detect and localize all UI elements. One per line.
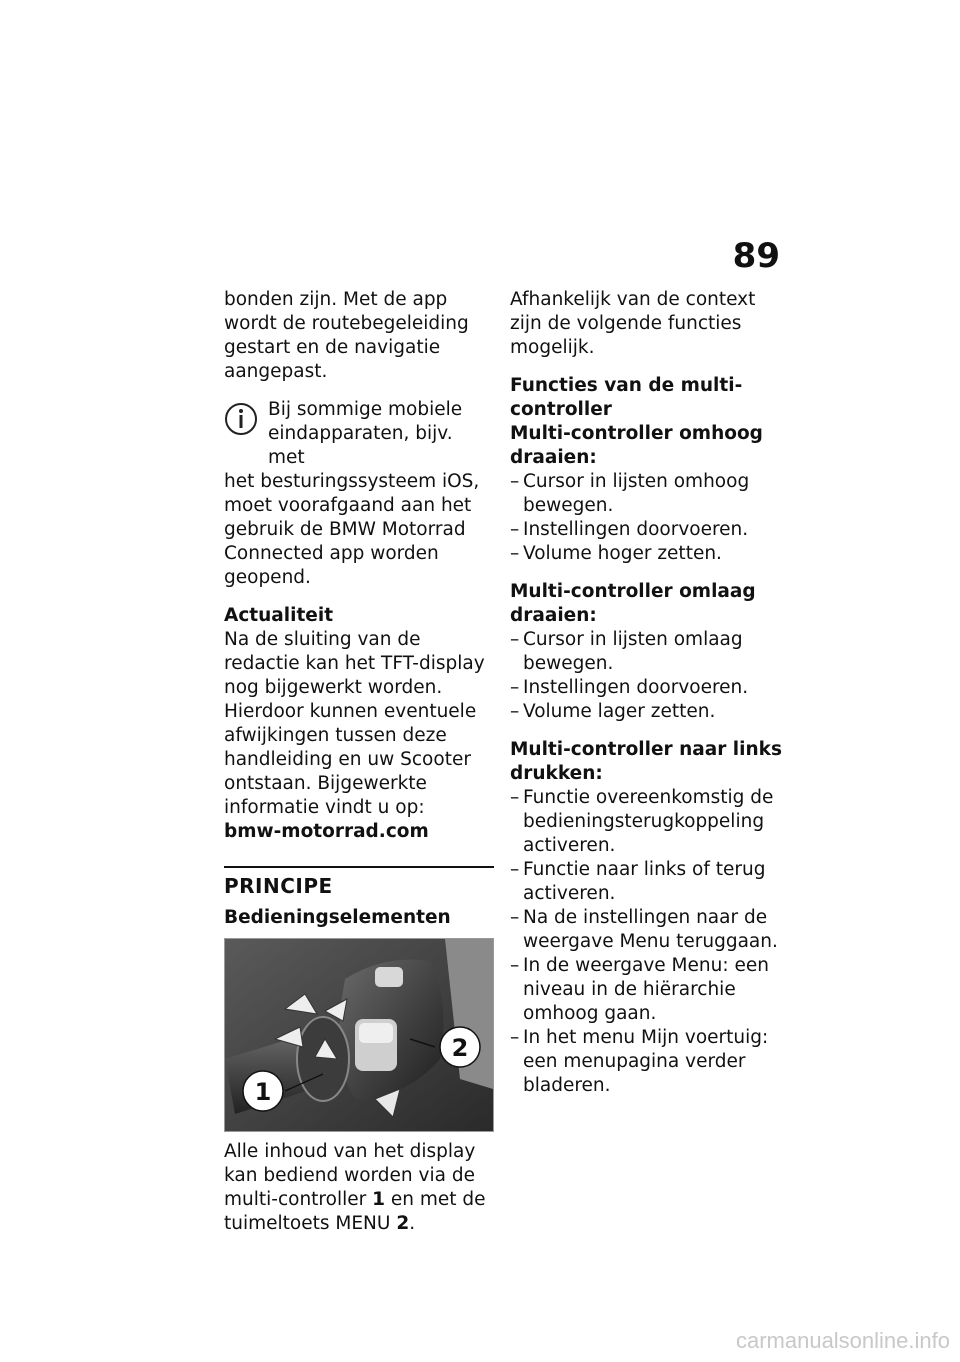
actualiteit-text: Na de sluiting van de redactie kan het TFT-display nog bijgewerkt worden. Hierdoor kunnen eventuele afwijkingen tussen deze handleiding en uw Scooter ontstaan. Bijgewerkte informatie vindt u op: <box>224 629 485 818</box>
figure-label-1: 1 <box>254 1078 272 1106</box>
note-line-2: eindapparaten, bijv. met <box>268 423 453 468</box>
info-note <box>224 398 494 590</box>
list-item: – Instellingen doorvoeren. <box>510 676 782 700</box>
list-item: – Volume lager zetten. <box>510 700 782 724</box>
figure-caption <box>224 1140 494 1236</box>
handlebar-illustration <box>225 939 493 1131</box>
note-line-1: Bij sommige mobiele <box>268 399 463 420</box>
push-left-list <box>510 786 782 1098</box>
rotate-down-list <box>510 628 782 724</box>
rotate-up-heading: Multi-controller omhoog draaien: <box>510 423 763 468</box>
figure-label-2: 2 <box>451 1034 469 1062</box>
functions-heading: Functies van de multi-controller <box>510 375 743 420</box>
list-item: – Na de instellingen naar de weergave Menu teruggaan. <box>510 906 782 954</box>
handlebar-figure <box>224 938 494 1132</box>
list-item: – Instellingen doorvoeren. <box>510 518 782 542</box>
info-icon <box>224 401 258 437</box>
list-item: – Functie naar links of terug activeren. <box>510 858 782 906</box>
context-intro: Afhankelijk van de context zijn de volgende functies mogelijk. <box>510 289 756 358</box>
list-item: – In het menu Mijn voertuig: een menupagina verder bladeren. <box>510 1026 782 1098</box>
actualiteit-heading: Actualiteit <box>224 605 334 626</box>
push-left-heading: Multi-controller naar links drukken: <box>510 739 782 784</box>
subsection-title: Bedieningselementen <box>224 907 451 928</box>
watermark: carmanualsonline.info <box>735 1328 950 1353</box>
website-link[interactable]: bmw-motorrad.com <box>224 821 429 842</box>
intro-paragraph: bonden zijn. Met de app wordt de routebegeleiding gestart en de navigatie aangepast. <box>224 289 469 382</box>
note-text: het besturingssysteem iOS, moet voorafgaand aan het gebruik de BMW Motorrad Connected app worden geopend. <box>224 471 480 588</box>
list-item: – Volume hoger zetten. <box>510 542 782 566</box>
caption-ref-1: 1 <box>372 1189 385 1210</box>
caption-part-2: en met de tuimeltoets MENU <box>224 1189 486 1234</box>
section-title: PRINCIPE <box>224 866 494 898</box>
list-item: – Cursor in lijsten omhoog bewegen. <box>510 470 782 518</box>
list-item: – Cursor in lijsten omlaag bewegen. <box>510 628 782 676</box>
list-item: – In de weergave Menu: een niveau in de hiërarchie omhoog gaan. <box>510 954 782 1026</box>
page-number: 89 <box>732 236 780 276</box>
caption-end: . <box>409 1213 416 1234</box>
rotate-up-list <box>510 470 782 566</box>
right-column <box>510 288 782 1098</box>
caption-part-1: Alle inhoud van het display kan bediend worden via de multi-controller <box>224 1141 476 1210</box>
caption-ref-2: 2 <box>396 1213 410 1234</box>
left-column <box>224 288 494 1236</box>
list-item: – Functie overeenkomstig de bedieningsterugkoppeling activeren. <box>510 786 782 858</box>
rotate-down-heading: Multi-controller omlaag draaien: <box>510 581 756 626</box>
